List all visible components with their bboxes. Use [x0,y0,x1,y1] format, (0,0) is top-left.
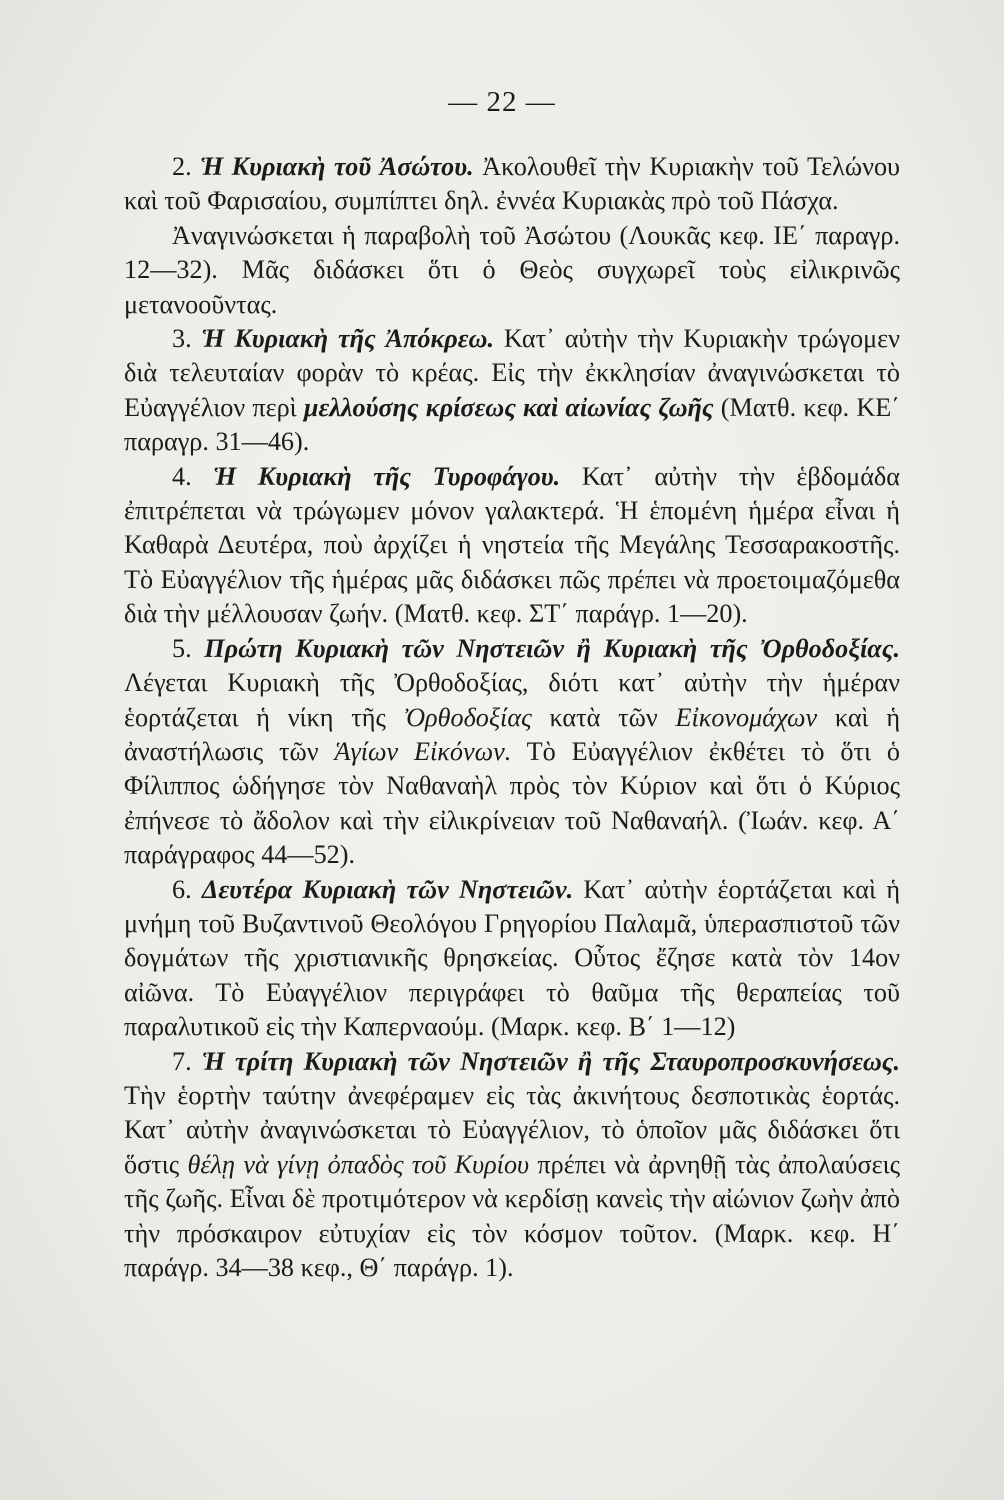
item-heading: Πρώτη Κυριακὴ τῶν Νηστειῶν ἢ Κυριακὴ τῆς Ὀρθοδοξίας. [204,633,900,663]
item-5 [124,632,900,873]
item-heading: Δευτέρα Κυριακὴ τῶν Νηστειῶν. [201,874,574,904]
item-text: Κατ᾽ αὐτὴν τὴν Κυριακὴν τρώγομεν διὰ τελευταίαν φορὰν τὸ κρέας. Εἰς τὴν ἐκκλησίαν ἀναγινώσκεται τὸ Εὐαγγέλιον περὶ [124,324,900,422]
item-heading: Ἡ Κυριακὴ τῆς Ἀπόκρεω. [201,324,495,354]
item-emphasis: Ἁγίων Εἰκόνων. [334,736,512,766]
item-text: (Ματθ. κεφ. ΚΕ΄ παραγρ. 31—46). [124,392,901,457]
item-text: Λέγεται Κυριακὴ τῆς Ὀρθοδοξίας, διότι κατ᾽ αὐτὴν τὴν ἡμέραν ἑορτάζεται ἡ νίκη τῆς [124,668,900,732]
item-number: 6. [172,874,192,904]
item-heading: Ἡ Κυριακὴ τοῦ Ἀσώτου. [200,152,474,181]
paragraph-asotos [124,219,900,322]
item-text: Ἀκολουθεῖ τὴν Κυριακὴν τοῦ Τελώνου καὶ τοῦ Φαρισαίου, συμπίπτει δηλ. ἐννέα Κυριακὰς πρὸ τοῦ Πάσχα. [124,152,901,216]
item-text: Τὸ Εὐαγγέλιον ἐκθέτει τὸ ὅτι ὁ Φίλιππος ὡδήγησε τὸν Ναθαναὴλ πρὸς τὸν Κύριον καὶ ὅτι ὁ Κύριος ἐπήνεσε τὸ ἄδολον καὶ τὴν εἰλικρίνειαν τοῦ Ναθαναήλ. (Ἰωάν. κεφ. Α΄ παράγραφος 44—52). [124,736,900,870]
item-4 [124,460,900,632]
item-emphasis: Εἰκονομάχων [675,702,818,732]
item-text: πρέπει νὰ ἀρνηθῇ τὰς ἀπολαύσεις τῆς ζωῆς. Εἶναι δὲ προτιμότερον νὰ κερδίσῃ κανεὶς τὴν αἰώνιον ζωὴν ἀπὸ τὴν πρόσκαιρον εὐτυχίαν εἰς τὸν κόσμον τοῦτον. (Μαρκ. κεφ. Η΄ παράγρ. 34—38 κεφ., Θ΄ παράγρ. 1). [124,1149,900,1282]
page-body [124,150,900,1285]
item-heading: Ἡ Κυριακὴ τῆς Τυροφάγου. [213,461,561,491]
page-number: — 22 — [448,86,556,118]
item-number: 7. [172,1046,192,1076]
item-emphasis: Ὀρθοδοξίας [403,702,532,732]
item-number: 2. [172,152,192,181]
item-3 [124,322,900,460]
item-emphasis: μελλούσης κρίσεως καὶ αἰωνίας ζωῆς [303,392,714,422]
item-7 [124,1045,900,1286]
item-text: Κατ᾽ αὐτὴν τὴν ἑβδομάδα ἐπιτρέπεται νὰ τρώγωμεν μόνον γαλακτερά. Ἡ ἑπομένη ἡμέρα εἶναι ἡ Καθαρὰ Δευτέρα, ποὺ ἀρχίζει ἡ νηστεία τῆς Μεγάλης Τεσσαρακοστῆς. Τὸ Εὐαγγέλιον τῆς ἡμέρας μᾶς διδάσκει πῶς πρέπει νὰ προετοιμαζόμεθα διὰ τὴν μέλλουσαν ζωήν. (Ματθ. κεφ. ΣΤ΄ παράγρ. 1—20). [124,461,900,629]
item-2 [124,150,900,219]
paragraph-text: Ἀναγινώσκεται ἡ παραβολὴ τοῦ Ἀσώτου (Λουκᾶς κεφ. ΙΕ΄ παραγρ. 12—32). Μᾶς διδάσκει ὅτι ὁ Θεὸς συγχωρεῖ τοὺς εἰλικρινῶς μετανοοῦντας. [124,220,900,319]
item-text: κατὰ τῶν [549,702,658,732]
item-number: 4. [172,461,192,491]
item-6 [124,873,900,1045]
item-heading: Ἡ τρίτη Κυριακὴ τῶν Νηστειῶν ἢ τῆς Σταυροπροσκυνήσεως. [201,1046,900,1076]
item-emphasis: θέλῃ νὰ γίνῃ ὀπαδὸς τοῦ Κυρίου [187,1149,530,1179]
item-number: 3. [172,324,192,354]
item-text: Τὴν ἑορτὴν ταύτην ἀνεφέραμεν εἰς τὰς ἀκινήτους δεσποτικὰς ἑορτάς. Κατ᾽ αὐτὴν ἀναγινώσκεται τὸ Εὐαγγέλιον, τὸ ὁποῖον μᾶς διδάσκει ὅτι ὅστις [124,1080,900,1179]
item-text: Κατ᾽ αὐτὴν ἑορτάζεται καὶ ἡ μνήμη τοῦ Βυζαντινοῦ Θεολόγου Γρηγορίου Παλαμᾶ, ὑπερασπιστοῦ τῶν δογμάτων τῆς χριστιανικῆς θρησκείας. Οὗτος ἔζησε κατὰ τὸν 14ον αἰῶνα. Τὸ Εὐαγγέλιον περιγράφει τὸ θαῦμα τῆς θεραπείας τοῦ παραλυτικοῦ εἰς τὴν Καπερναούμ. (Μαρκ. κεφ. Β΄ 1—12) [124,874,901,1042]
item-number: 5. [172,633,192,663]
item-text: καὶ ἡ ἀναστήλωσις τῶν [124,702,901,766]
